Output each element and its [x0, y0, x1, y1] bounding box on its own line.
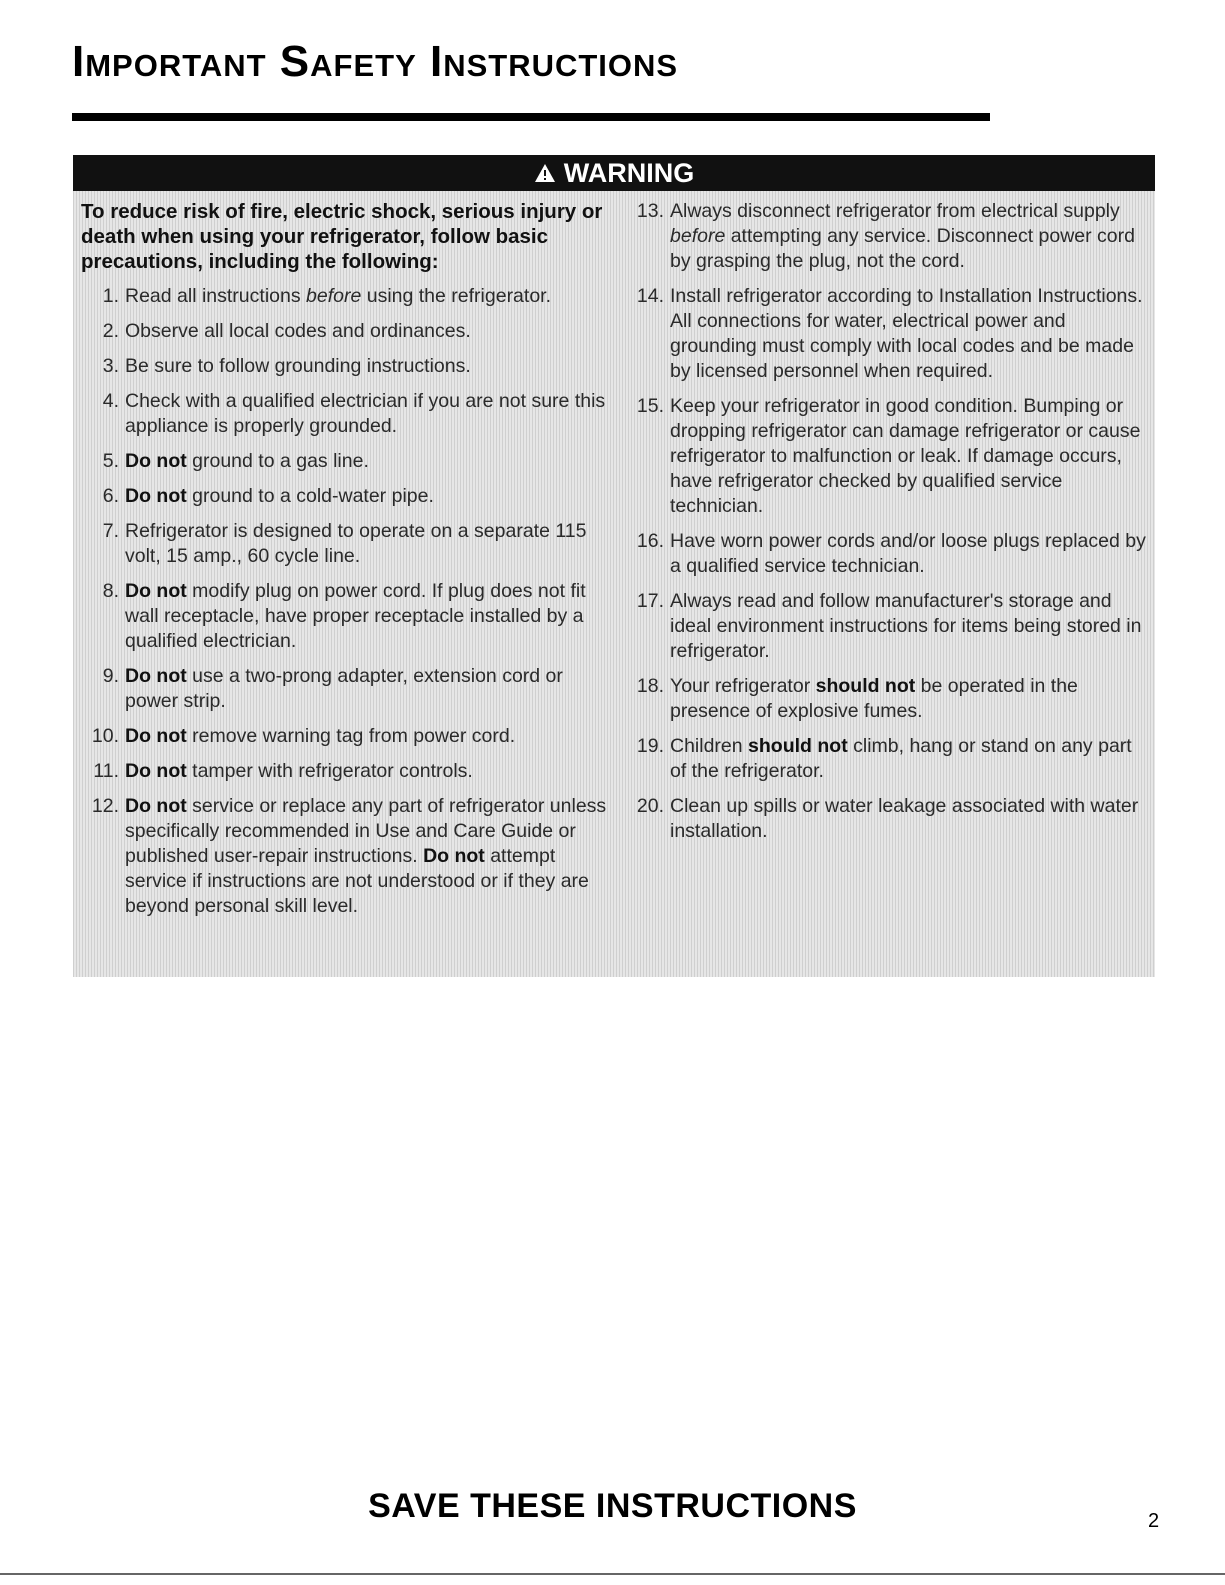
- page-number: 2: [1148, 1510, 1160, 1532]
- instruction-text-part: service or replace any part of refrigerator unless specifically recommended in Use and Care Guide or published user-repair instructions.: [125, 795, 607, 867]
- instruction-text-part: Read all instructions: [125, 285, 307, 307]
- warning-column-left: [81, 199, 611, 929]
- instruction-text-part: be operated in the presence of explosive fumes.: [670, 675, 1078, 722]
- instruction-text-part: ground to a gas line.: [186, 450, 369, 472]
- warning-column-right: [626, 199, 1151, 854]
- instruction-number: 1.: [102, 285, 119, 307]
- instruction-text: [125, 664, 611, 714]
- instruction-text-part: Do not: [125, 580, 187, 602]
- instruction-text-part: Clean up spills or water leakage associated with water installation.: [670, 795, 1139, 842]
- instruction-number: 8.: [102, 580, 119, 602]
- instruction-text-part: modify plug on power cord. If plug does not fit wall receptacle, have proper receptacle installed by a qualified electrician.: [125, 580, 586, 652]
- instruction-text: [125, 319, 611, 344]
- instruction-number: 14.: [636, 285, 664, 307]
- instruction-text: [670, 529, 1151, 579]
- instruction-text-part: Have worn power cords and/or loose plugs replaced by a qualified service technician.: [670, 530, 1146, 577]
- instruction-text-part: Do not: [125, 450, 187, 472]
- warning-header: [73, 155, 1155, 191]
- instruction-text-part: using the refrigerator.: [361, 285, 551, 307]
- instruction-text-part: ground to a cold-water pipe.: [186, 485, 434, 507]
- page-title: Important Safety Instructions: [72, 37, 679, 86]
- instruction-item: [81, 519, 611, 569]
- instruction-text: [125, 579, 611, 654]
- instruction-text: [670, 794, 1151, 844]
- instruction-number: 15.: [636, 395, 664, 417]
- instruction-item: [81, 579, 611, 654]
- instruction-text: [670, 674, 1151, 724]
- instruction-number: 6.: [102, 485, 119, 507]
- instruction-item: [81, 724, 611, 749]
- instruction-text: [125, 449, 611, 474]
- instruction-text-part: Be sure to follow grounding instructions.: [125, 355, 471, 377]
- instruction-text-part: Always read and follow manufacturer's storage and ideal environment instructions for items being stored in refrigerator.: [670, 590, 1142, 662]
- instruction-text: [125, 794, 611, 919]
- instruction-text: [125, 519, 611, 569]
- instruction-text-part: Install refrigerator according to Installation Instructions. All connections for water, electrical power and grounding must comply with local codes and be made by licensed personnel when required.: [670, 285, 1143, 382]
- instruction-number: 9.: [102, 665, 119, 687]
- instruction-text-part: attempting any service. Disconnect power cord by grasping the plug, not the cord.: [670, 225, 1135, 272]
- instruction-text-part: Do not: [423, 845, 485, 867]
- instruction-item: [626, 589, 1151, 664]
- instruction-text-part: Always disconnect refrigerator from electrical supply: [670, 200, 1120, 222]
- instruction-item: [626, 674, 1151, 724]
- instruction-number: 13.: [636, 200, 664, 222]
- instruction-text-part: should not: [748, 735, 848, 757]
- warning-triangle-icon: [534, 163, 556, 183]
- instruction-text-part: Your refrigerator: [670, 675, 816, 697]
- save-instructions-footer: SAVE THESE INSTRUCTIONS: [368, 1487, 857, 1525]
- instruction-number: 18.: [636, 675, 664, 697]
- instruction-item: [81, 389, 611, 439]
- instruction-text-part: use a two-prong adapter, extension cord or power strip.: [125, 665, 563, 712]
- instruction-text-part: remove warning tag from power cord.: [186, 725, 516, 747]
- instruction-text-part: Children: [670, 735, 749, 757]
- instruction-list-right: [626, 199, 1151, 844]
- instruction-number: 4.: [102, 390, 119, 412]
- warning-columns: [73, 191, 1155, 977]
- instruction-number: 5.: [102, 450, 119, 472]
- instruction-text: [670, 284, 1151, 384]
- warning-label: WARNING: [563, 157, 695, 188]
- warning-intro: To reduce risk of fire, electric shock, serious injury or death when using your refrigerator, follow basic precautions, including the following:: [81, 200, 603, 273]
- instruction-text-part: Do not: [125, 725, 187, 747]
- title-underline: [72, 113, 990, 121]
- instruction-item: [81, 759, 611, 784]
- instruction-text-part: Check with a qualified electrician if you are not sure this appliance is properly grounded.: [125, 390, 606, 437]
- instruction-item: [626, 394, 1151, 519]
- instruction-text: [670, 734, 1151, 784]
- instruction-text: [125, 724, 611, 749]
- instruction-text-part: Observe all local codes and ordinances.: [125, 320, 471, 342]
- instruction-text-part: Do not: [125, 485, 187, 507]
- instruction-text: [670, 589, 1151, 664]
- instruction-item: [626, 284, 1151, 384]
- instruction-text: [125, 354, 611, 379]
- instruction-text-part: climb, hang or stand on any part of the refrigerator.: [670, 735, 1132, 782]
- instruction-text-part: Do not: [125, 665, 187, 687]
- instruction-text-part: Do not: [125, 760, 187, 782]
- instruction-text-part: attempt service if instructions are not understood or if they are beyond personal skill level.: [125, 845, 589, 917]
- instruction-item: [81, 484, 611, 509]
- instruction-text-part: tamper with refrigerator controls.: [186, 760, 473, 782]
- instruction-number: 19.: [636, 735, 664, 757]
- instruction-text-part: Keep your refrigerator in good condition. Bumping or dropping refrigerator can damage refrigerator or cause refrigerator to malfunction or leak. If damage occurs, have refrigerator checked by qualified service technician.: [670, 395, 1141, 517]
- instruction-number: 20.: [636, 795, 664, 817]
- instruction-number: 10.: [91, 725, 119, 747]
- instruction-text: [670, 199, 1151, 274]
- instruction-text: [125, 759, 611, 784]
- instruction-text: [125, 284, 611, 309]
- instruction-item: [626, 734, 1151, 784]
- instruction-item: [626, 794, 1151, 844]
- instruction-text-part: before: [306, 285, 362, 307]
- instruction-item: [81, 794, 611, 919]
- instruction-item: [81, 664, 611, 714]
- instruction-text-part: Refrigerator is designed to operate on a separate 115 volt, 15 amp., 60 cycle line.: [125, 520, 587, 567]
- instruction-text-part: should not: [815, 675, 916, 697]
- instruction-text: [670, 394, 1151, 519]
- instruction-number: 17.: [636, 590, 664, 612]
- instruction-item: [81, 284, 611, 309]
- instruction-number: 16.: [636, 530, 664, 552]
- instruction-item: [626, 199, 1151, 274]
- instruction-text: [125, 484, 611, 509]
- instruction-text: [125, 389, 611, 439]
- warning-box: [73, 155, 1155, 977]
- instruction-text-part: Do not: [125, 795, 187, 817]
- instruction-number: 12.: [91, 795, 119, 817]
- instruction-number: 11.: [93, 760, 119, 782]
- instruction-item: [81, 319, 611, 344]
- instruction-item: [81, 449, 611, 474]
- instruction-number: 2.: [102, 320, 119, 342]
- instruction-number: 3.: [102, 355, 119, 377]
- instruction-list-left: [81, 284, 611, 919]
- instruction-text-part: before: [670, 225, 726, 247]
- instruction-item: [81, 354, 611, 379]
- bottom-rule: [0, 1573, 1225, 1575]
- instruction-item: [626, 529, 1151, 579]
- instruction-number: 7.: [102, 520, 119, 542]
